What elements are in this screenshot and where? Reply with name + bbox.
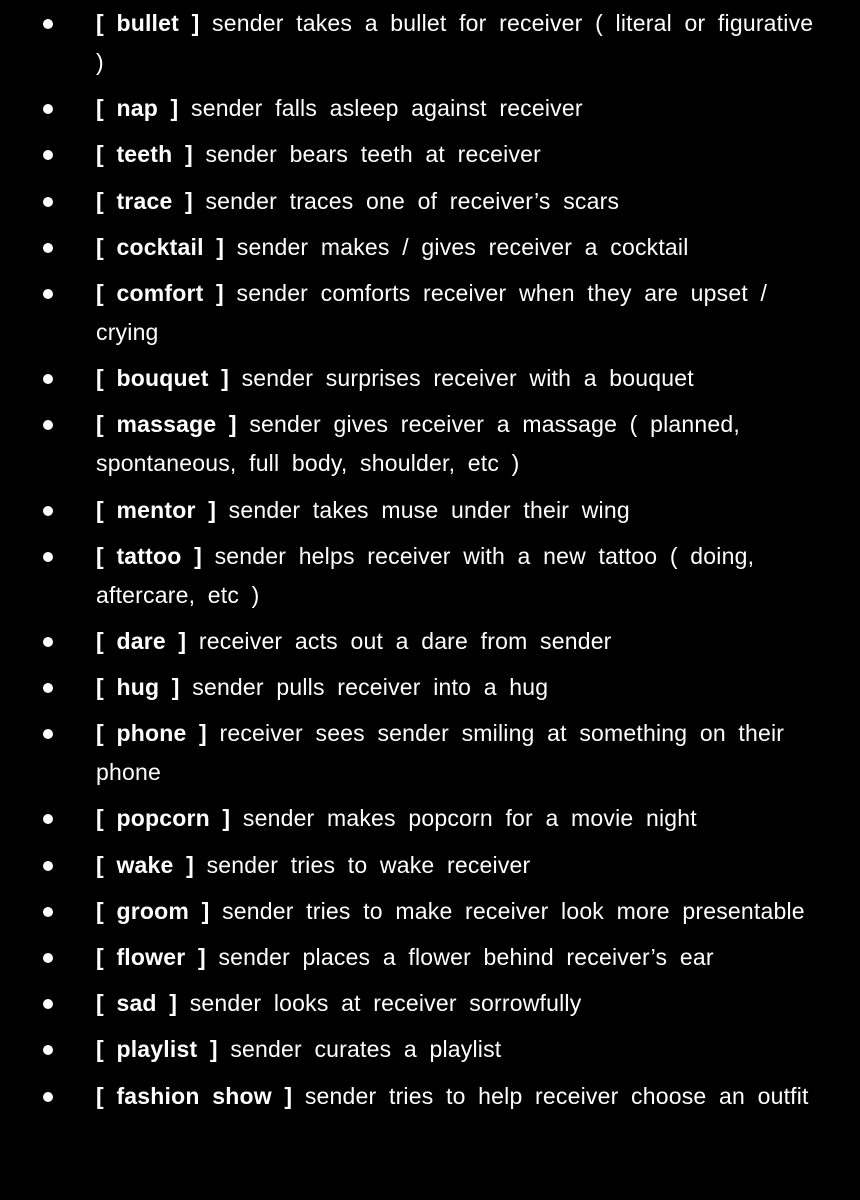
prompt-keyword: sad — [116, 990, 157, 1017]
bullet-dot-icon — [43, 729, 53, 739]
bullet-dot-icon — [43, 506, 53, 516]
bullet-dot-icon — [43, 150, 53, 160]
prompt-description: sender makes / gives receiver a cocktail — [236, 233, 689, 260]
prompt-item — [0, 89, 860, 128]
prompt-keyword: comfort — [116, 279, 204, 306]
prompt-keyword: tattoo — [116, 542, 182, 569]
prompt-description: sender falls asleep against receiver — [191, 95, 583, 122]
close-bracket: ] — [156, 990, 190, 1017]
prompt-item — [0, 714, 860, 792]
prompt-item — [0, 4, 860, 82]
close-bracket: ] — [173, 851, 207, 878]
close-bracket: ] — [203, 279, 237, 306]
prompt-item — [0, 491, 860, 530]
prompt-item — [0, 359, 860, 398]
prompt-keyword: nap — [116, 95, 158, 122]
bullet-dot-icon — [43, 907, 53, 917]
close-bracket: ] — [185, 944, 219, 970]
open-bracket: [ — [96, 233, 117, 260]
bullet-dot-icon — [43, 420, 53, 430]
prompt-item — [0, 984, 860, 1023]
bullet-dot-icon — [43, 1092, 53, 1102]
prompt-item — [0, 846, 860, 885]
bullet-dot-icon — [43, 999, 53, 1009]
close-bracket: ] — [165, 627, 199, 654]
prompt-keyword: cocktail — [116, 233, 204, 260]
prompt-item — [0, 274, 860, 352]
close-bracket: ] — [203, 233, 237, 260]
prompt-keyword: trace — [116, 187, 173, 214]
bullet-dot-icon — [43, 683, 53, 693]
prompt-description: sender helps receiver with a new tattoo ( doing, aftercare, etc ) — [96, 542, 755, 608]
open-bracket: [ — [96, 95, 117, 122]
close-bracket: ] — [209, 805, 243, 832]
prompt-description: sender tries to wake receiver — [206, 851, 531, 878]
bullet-dot-icon — [43, 861, 53, 871]
open-bracket: [ — [96, 944, 117, 970]
bullet-dot-icon — [43, 814, 53, 824]
prompt-description: sender places a flower behind receiver’s ear — [218, 944, 714, 970]
close-bracket: ] — [159, 674, 193, 701]
prompt-item — [0, 799, 860, 838]
open-bracket: [ — [96, 411, 117, 438]
prompt-keyword: playlist — [116, 1036, 198, 1063]
prompt-item — [0, 892, 860, 931]
open-bracket: [ — [96, 990, 117, 1017]
prompt-keyword: dare — [116, 627, 166, 654]
prompt-keyword: mentor — [116, 496, 196, 523]
prompt-keyword: popcorn — [116, 805, 210, 832]
prompt-description: sender comforts receiver when they are upset / crying — [96, 279, 768, 345]
open-bracket: [ — [96, 365, 117, 392]
close-bracket: ] — [197, 1036, 231, 1063]
open-bracket: [ — [96, 851, 117, 878]
prompt-keyword: fashion show — [116, 1082, 272, 1109]
prompt-description: sender makes popcorn for a movie night — [242, 805, 697, 832]
bullet-dot-icon — [43, 243, 53, 253]
close-bracket: ] — [186, 720, 220, 747]
open-bracket: [ — [96, 542, 117, 569]
prompt-keyword: phone — [116, 720, 187, 747]
prompt-description: sender gives receiver a massage ( planned, spontaneous, full body, shoulder, etc ) — [96, 411, 740, 477]
open-bracket: [ — [96, 141, 117, 168]
open-bracket: [ — [96, 897, 117, 924]
close-bracket: ] — [271, 1082, 305, 1109]
bullet-dot-icon — [43, 637, 53, 647]
prompt-keyword: massage — [116, 411, 217, 438]
prompt-description: sender surprises receiver with a bouquet — [241, 365, 694, 392]
bullet-dot-icon — [43, 1045, 53, 1055]
prompt-description: sender curates a playlist — [230, 1036, 502, 1063]
bullet-dot-icon — [43, 19, 53, 29]
open-bracket: [ — [96, 1036, 117, 1063]
prompt-description: sender tries to help receiver choose an outfit — [304, 1082, 809, 1109]
prompt-item — [0, 938, 860, 977]
prompt-description: sender looks at receiver sorrowfully — [189, 990, 582, 1017]
prompt-item — [0, 622, 860, 661]
open-bracket: [ — [96, 720, 117, 747]
close-bracket: ] — [172, 141, 206, 168]
close-bracket: ] — [181, 542, 215, 569]
prompt-keyword: hug — [116, 674, 160, 701]
prompt-keyword: bullet — [116, 10, 179, 36]
bullet-dot-icon — [43, 197, 53, 207]
prompt-description: sender takes muse under their wing — [228, 496, 630, 523]
prompt-keyword: teeth — [116, 141, 173, 168]
bullet-dot-icon — [43, 289, 53, 299]
open-bracket: [ — [96, 187, 117, 214]
close-bracket: ] — [178, 10, 213, 36]
open-bracket: [ — [96, 10, 117, 36]
prompt-description: receiver sees sender smiling at something on their phone — [96, 720, 785, 786]
open-bracket: [ — [96, 805, 117, 832]
open-bracket: [ — [96, 496, 117, 523]
prompt-item — [0, 1030, 860, 1069]
prompt-keyword: flower — [116, 944, 186, 970]
prompt-keyword: bouquet — [116, 365, 209, 392]
close-bracket: ] — [189, 897, 223, 924]
prompt-item — [0, 135, 860, 174]
close-bracket: ] — [172, 187, 206, 214]
bullet-dot-icon — [43, 552, 53, 562]
close-bracket: ] — [208, 365, 242, 392]
bullet-dot-icon — [43, 953, 53, 963]
prompt-keyword: wake — [116, 851, 174, 878]
prompt-item — [0, 182, 860, 221]
prompt-item — [0, 405, 860, 483]
close-bracket: ] — [195, 496, 229, 523]
prompt-description: sender bears teeth at receiver — [205, 141, 542, 168]
prompt-item — [0, 228, 860, 267]
prompt-description: sender pulls receiver into a hug — [192, 674, 549, 701]
close-bracket: ] — [216, 411, 250, 438]
prompt-item — [0, 537, 860, 615]
open-bracket: [ — [96, 1082, 117, 1109]
open-bracket: [ — [96, 627, 117, 654]
prompt-item — [0, 668, 860, 707]
prompt-description: sender takes a bullet for receiver ( literal or figurative ) — [96, 10, 814, 75]
prompt-description: sender tries to make receiver look more presentable — [222, 897, 805, 924]
open-bracket: [ — [96, 674, 117, 701]
prompt-description: receiver acts out a dare from sender — [198, 627, 612, 654]
prompt-description: sender traces one of receiver’s scars — [205, 187, 620, 214]
prompt-keyword: groom — [116, 897, 190, 924]
bullet-dot-icon — [43, 374, 53, 384]
bullet-dot-icon — [43, 104, 53, 114]
open-bracket: [ — [96, 279, 117, 306]
close-bracket: ] — [157, 95, 191, 122]
prompt-item — [0, 1077, 860, 1116]
